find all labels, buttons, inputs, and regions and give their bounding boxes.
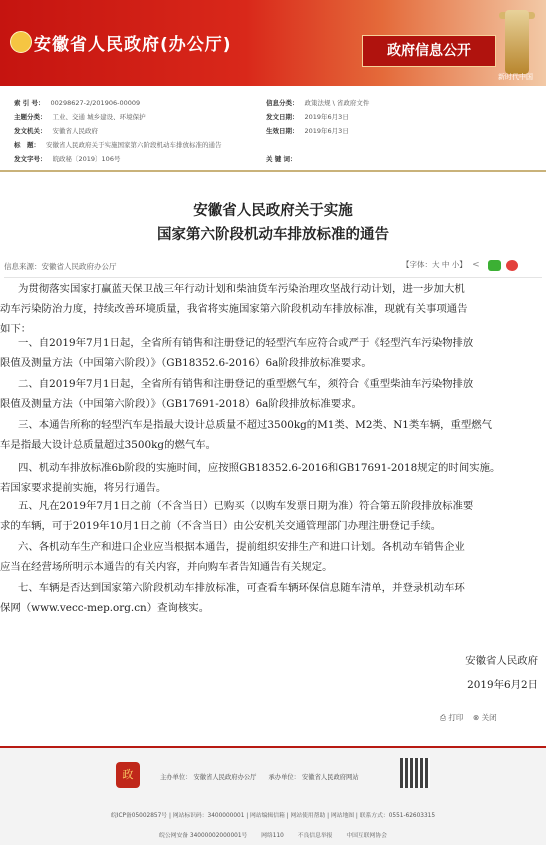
gov-info-disclosure-tab[interactable]: 政府信息公开 — [362, 35, 496, 67]
site-banner — [0, 0, 546, 86]
print-close-bar — [440, 712, 497, 723]
footer-badge-110[interactable]: 网络110 — [261, 833, 284, 839]
meta-topic-value: 工业、交通 城乡建设、环境保护 — [52, 113, 146, 121]
huabiao-pillar-icon — [505, 10, 529, 74]
site-logo-icon: 政 — [116, 762, 140, 788]
paragraph-4-line-2: 车是指最大设计总质量超过3500kg的燃气车。 — [0, 439, 217, 451]
meta-published-label: 生效日期： — [266, 127, 299, 135]
meta-title-value: 安徽省人民政府关于实施国家第六阶段机动车排放标准的通告 — [46, 141, 222, 149]
close-button[interactable]: 关闭 — [481, 713, 497, 722]
paragraph-8-line-2: 保网（www.vecc-mep.org.cn）查询核实。 — [0, 602, 210, 614]
wechat-share-icon[interactable] — [488, 260, 501, 271]
footer-links[interactable]: 皖ICP备05002857号 | 网站标识码：3400000001 | 网站编辑信箱 | 网站使用帮助 | 网站地图 | 联系方式：0551-62603315 — [110, 813, 436, 819]
national-emblem-icon — [10, 31, 32, 53]
meta-issuer — [14, 126, 98, 136]
meta-index — [14, 98, 140, 108]
signer: 安徽省人民政府 — [465, 655, 538, 667]
source-toolbar — [4, 257, 542, 278]
footer-badge-report[interactable]: 不良信息举报 — [297, 833, 333, 839]
paragraph-1-line-1: 为贯彻落实国家打赢蓝天保卫战三年行动计划和柴油货车污染治理攻坚战行动计划，进一步加大机 — [18, 283, 465, 295]
site-footer — [0, 746, 546, 845]
document-title-line2: 国家第六阶段机动车排放标准的通告 — [157, 226, 389, 243]
footer-badge-police[interactable]: 皖公网安备 34000002000001号 — [159, 833, 248, 839]
qr-code-icon — [400, 758, 430, 788]
paragraph-5-line-1: 四、机动车排放标准6b阶段的实施时间，应按照GB18352.6-2016和GB17691-2018规定的时间实施。 — [18, 462, 501, 474]
paragraph-3-line-1: 二、自2019年7月1日起，全省所有销售和注册登记的重型燃气车，须符合《重型柴油车污染物排放 — [18, 378, 474, 390]
meta-published — [266, 126, 349, 136]
printer-icon[interactable]: ⎙ — [440, 713, 446, 722]
meta-index-label: 索 引 号： — [14, 99, 45, 107]
meta-issuer-label: 发文机关： — [14, 127, 47, 135]
banner-stamp: 新时代中国 — [498, 73, 533, 81]
footer-host: 主办单位： 安徽省人民政府办公厅 — [160, 774, 257, 781]
paragraph-5-line-2: 若国家要求提前实施，将另行通告。 — [0, 482, 167, 494]
paragraph-8-line-1: 七、车辆是否达到国家第六阶段机动车排放标准，可查看车辆环保信息随车清单，并登录机动车环 — [18, 582, 465, 594]
meta-keywords — [266, 154, 303, 164]
paragraph-7-line-1: 六、各机动车生产和进口企业应当根据本通告，提前组织安排生产和进口计划。各机动车销售企业 — [18, 541, 465, 553]
paragraph-2-line-2: 限值及测量方法（中国第六阶段）》（GB18352.6-2016）6a阶段排放标准要求。 — [0, 357, 372, 369]
article-tools — [402, 259, 518, 271]
share-icon[interactable]: < — [472, 260, 480, 270]
paragraph-3-line-2: 限值及测量方法（中国第六阶段）》（GB17691-2018）6a阶段排放标准要求。 — [0, 398, 362, 410]
meta-published-value: 2019年6月3日 — [304, 127, 349, 135]
sign-date: 2019年6月2日 — [467, 679, 538, 691]
meta-docno — [14, 154, 120, 164]
meta-topic-label: 主题分类： — [14, 113, 47, 121]
meta-category — [266, 98, 369, 108]
site-title[interactable]: 安徽省人民政府(办公厅) — [34, 35, 232, 55]
print-button[interactable]: 打印 — [448, 713, 464, 722]
document-meta-table — [0, 96, 546, 166]
paragraph-1-line-3: 如下： — [0, 323, 32, 335]
paragraph-2-line-1: 一、自2019年7月1日起，全省所有销售和注册登记的轻型汽车应符合或严于《轻型汽车污染物排放 — [18, 337, 474, 349]
paragraph-1-line-2: 动车污染防治力度，持续改善环境质量，我省将实施国家第六阶段机动车排放标准，现就有关事项通告 — [0, 303, 468, 315]
font-size-toggle[interactable]: 【字体：大 中 小】 — [402, 260, 467, 269]
close-icon[interactable]: ⊗ — [472, 713, 480, 722]
document-title-line1: 安徽省人民政府关于实施 — [193, 202, 353, 219]
meta-issuer-value: 安徽省人民政府 — [52, 127, 98, 135]
meta-created-label: 发文日期： — [266, 113, 299, 121]
footer-maintainer: 承办单位： 安徽省人民政府网站 — [268, 774, 359, 781]
footer-badge-isc[interactable]: 中国互联网协会 — [346, 833, 387, 839]
paragraph-7-line-2: 应当在经营场所明示本通告的有关内容，并向购车者告知通告有关规定。 — [0, 561, 333, 573]
meta-created — [266, 112, 349, 122]
meta-title — [14, 140, 222, 150]
footer-badges — [0, 830, 546, 839]
paragraph-4-line-1: 三、本通告所称的轻型汽车是指最大设计总质量不超过3500kg的M1类、M2类、N1类车辆，重型燃气 — [18, 419, 493, 431]
meta-category-label: 信息分类： — [266, 99, 299, 107]
meta-divider — [0, 170, 546, 172]
paragraph-6-line-1: 五、凡在2019年7月1日之前（不含当日）已购买（以购车发票日期为准）符合第五阶段排放标准要 — [18, 500, 474, 512]
info-source: 信息来源：安徽省人民政府办公厅 — [4, 262, 117, 271]
weibo-share-icon[interactable] — [506, 260, 518, 271]
meta-title-label: 标 题： — [14, 141, 40, 149]
meta-docno-value: 皖政秘〔2019〕106号 — [52, 155, 121, 163]
footer-host-line — [160, 772, 359, 781]
meta-docno-label: 发文字号： — [14, 155, 47, 163]
meta-topic — [14, 112, 146, 122]
paragraph-6-line-2: 求的车辆，可于2019年10月1日之前（不含当日）由公安机关交通管理部门办理注册登记手续。 — [0, 520, 442, 532]
meta-keywords-label: 关 键 词： — [266, 155, 297, 163]
meta-created-value: 2019年6月3日 — [304, 113, 349, 121]
meta-index-value: 00298627-2/201906-00009 — [50, 99, 141, 107]
meta-category-value[interactable]: 政策法规 \ 省政府文件 — [304, 99, 370, 107]
